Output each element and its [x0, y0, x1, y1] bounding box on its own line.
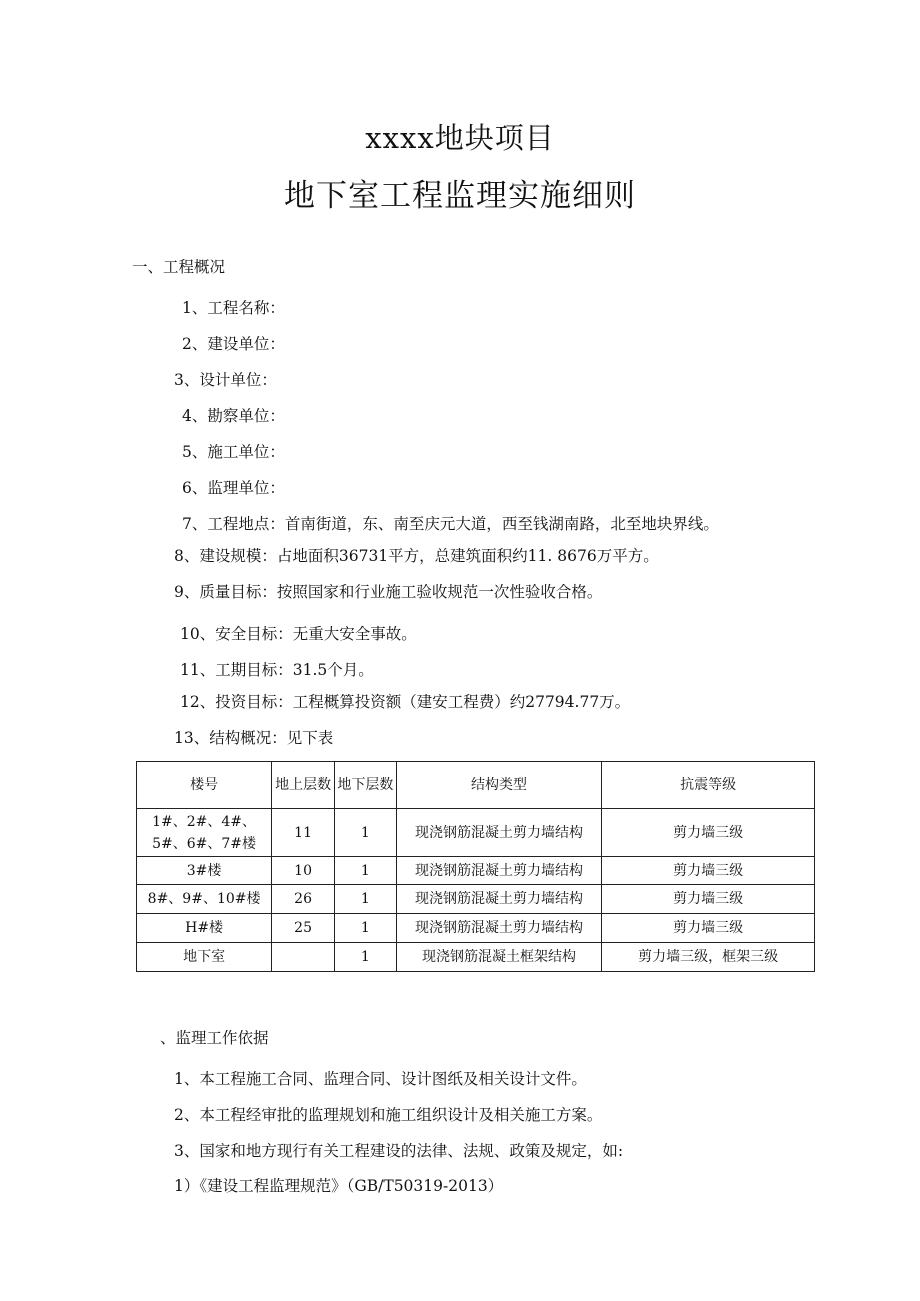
table-cell: 25 [272, 914, 335, 943]
table-cell: 剪力墙三级，框架三级 [602, 943, 815, 972]
table-row [137, 885, 815, 914]
table-cell: 地下室 [137, 943, 272, 972]
item-investment-goal: 12、投资目标：工程概算投资额（建安工程费）约27794.77万。 [180, 693, 631, 711]
table-cell: 剪力墙三级 [602, 914, 815, 943]
table-cell [272, 943, 335, 972]
table-cell: 现浇钢筋混凝土剪力墙结构 [396, 809, 602, 857]
section-heading-basis: 、监理工作依据 [160, 1029, 269, 1047]
table-cell: 现浇钢筋混凝土剪力墙结构 [396, 914, 602, 943]
table-cell: 3#楼 [137, 857, 272, 885]
table-cell: 1#、2#、4#、5#、6#、7#楼 [137, 809, 272, 857]
item-surveyor: 4、勘察单位： [182, 407, 285, 425]
table-row [137, 914, 815, 943]
table-cell: 现浇钢筋混凝土剪力墙结构 [396, 885, 602, 914]
header-seismic-grade: 抗震等级 [602, 762, 815, 809]
item-owner: 2、建设单位： [182, 335, 285, 353]
table-cell: 剪力墙三级 [602, 809, 815, 857]
table-cell: 1 [335, 809, 397, 857]
structure-table [136, 761, 815, 972]
item-structure-overview: 13、结构概况：见下表 [174, 729, 334, 747]
item-quality-goal: 9、质量目标：按照国家和行业施工验收规范一次性验收合格。 [174, 583, 603, 601]
header-floors-below: 地下层数 [335, 762, 397, 809]
document-title: xxxx地块项目 [365, 121, 555, 155]
basis-item: 3、国家和地方现行有关工程建设的法律、法规、政策及规定，如: [174, 1142, 624, 1160]
item-contractor: 5、施工单位： [182, 443, 285, 461]
header-floors-above: 地上层数 [272, 762, 335, 809]
table-cell: 1 [335, 857, 397, 885]
item-safety-goal: 10、安全目标：无重大安全事故。 [180, 625, 417, 643]
table-cell: H#楼 [137, 914, 272, 943]
header-building: 楼号 [137, 762, 272, 809]
section-heading-overview: 一、工程概况 [132, 258, 226, 276]
document-subtitle: 地下室工程监理实施细则 [284, 178, 636, 214]
table-cell: 26 [272, 885, 335, 914]
header-structure-type: 结构类型 [396, 762, 602, 809]
table-header-row [137, 762, 815, 809]
table-row [137, 943, 815, 972]
table-row [137, 809, 815, 857]
table-cell: 10 [272, 857, 335, 885]
basis-item: 1、本工程施工合同、监理合同、设计图纸及相关设计文件。 [174, 1070, 587, 1088]
table-cell: 1 [335, 914, 397, 943]
basis-item: 2、本工程经审批的监理规划和施工组织设计及相关施工方案。 [174, 1106, 603, 1124]
basis-item: 1）《建设工程监理规范》（GB/T50319-2013） [174, 1177, 504, 1195]
table-cell: 11 [272, 809, 335, 857]
table-cell: 1 [335, 943, 397, 972]
item-location: 7、工程地点：首南街道，东、南至庆元大道，西至钱湖南路，北至地块界线。 [182, 515, 719, 533]
item-scale: 8、建设规模：占地面积36731平方，总建筑面积约11. 8676万平方。 [174, 547, 659, 565]
table-cell: 现浇钢筋混凝土剪力墙结构 [396, 857, 602, 885]
table-cell: 剪力墙三级 [602, 857, 815, 885]
item-schedule-goal: 11、工期目标：31.5个月。 [180, 661, 374, 679]
table-cell: 现浇钢筋混凝土框架结构 [396, 943, 602, 972]
item-project-name: 1、工程名称： [182, 299, 285, 317]
item-supervisor: 6、监理单位： [182, 479, 285, 497]
table-row [137, 857, 815, 885]
table-cell: 1 [335, 885, 397, 914]
table-cell: 剪力墙三级 [602, 885, 815, 914]
item-designer: 3、设计单位： [174, 371, 277, 389]
table-cell: 8#、9#、10#楼 [137, 885, 272, 914]
